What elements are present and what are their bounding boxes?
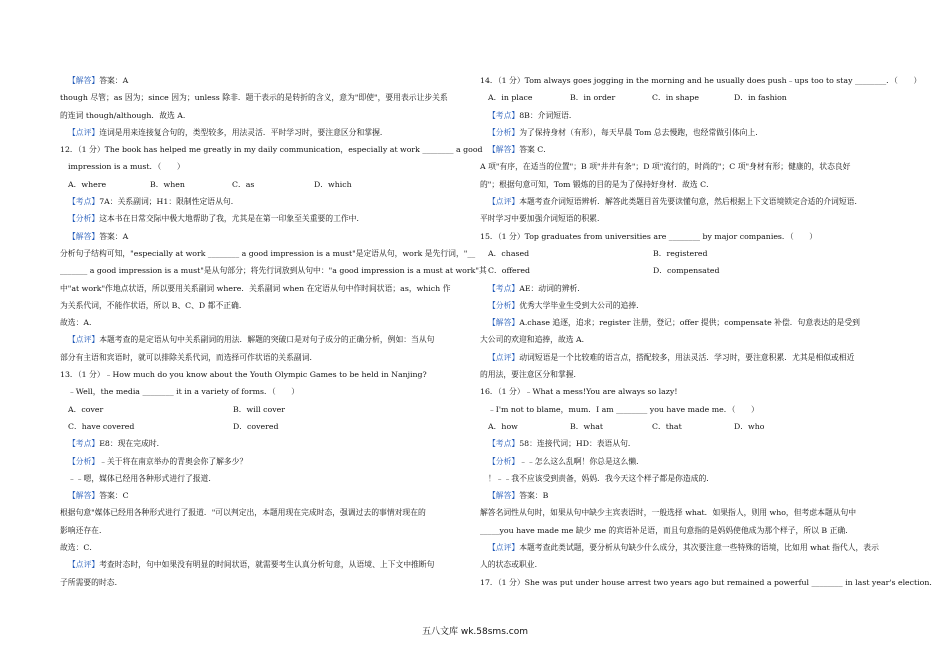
text-line xyxy=(60,470,465,487)
line-text: 15．（1 分）Top graduates from universities are ________ by major companies．（ ） xyxy=(480,231,818,241)
option-item: C．that xyxy=(652,421,682,431)
line-text: 连词是用来连接复合句的，类型较多，用法灵活．平时学习时，要注意区分和掌握． xyxy=(99,127,388,137)
line-text: ﹣﹣怎么这么乱啊！你总是这么懒． xyxy=(519,456,644,466)
line-text: 子所需要的时态． xyxy=(60,577,123,587)
line-text: 考查时态时，句中如果没有明显的时间状语，就需要考生认真分析句意，从语境、上下文中推断句 xyxy=(99,560,435,570)
text-line xyxy=(60,349,465,366)
line-text: 答案：A xyxy=(99,76,129,85)
option-item: A．how xyxy=(488,421,518,431)
text-line xyxy=(480,124,885,141)
section-tag: 【考点】 xyxy=(488,110,520,120)
option-item: D．covered xyxy=(233,421,279,431)
text-line xyxy=(60,574,465,591)
line-text: 12．（1 分）The book has helped me greatly in my daily communication，especially at work ________ a good xyxy=(60,145,483,155)
section-tag: 【考点】 xyxy=(488,283,520,293)
section-tag: 【点评】 xyxy=(68,127,100,137)
line-text: 17．（1 分）She was put under house arrest two years ago but remained a powerful ________ in last year's election． xyxy=(480,577,938,587)
text-line xyxy=(480,470,885,487)
option-item: A．in place xyxy=(488,93,533,103)
text-line xyxy=(60,314,465,331)
text-line xyxy=(60,107,465,124)
text-line xyxy=(60,141,483,158)
line-text: 答案：C xyxy=(99,491,129,501)
line-text: E8：现在完成时． xyxy=(99,439,165,449)
answer-options xyxy=(60,176,465,193)
text-line xyxy=(60,280,465,297)
line-text: _____you have made me 缺少 me 的宾语补足语，而且句意指的是妈妈使他成为那个样子，所以 B 正确． xyxy=(480,525,854,535)
line-text: 为关系代词，不能作状语，所以 B、C、D 都不正确． xyxy=(60,300,247,310)
line-text: AE：动词的辨析． xyxy=(519,283,586,293)
answer-options xyxy=(480,245,885,262)
text-line xyxy=(480,210,885,227)
text-line xyxy=(60,245,476,262)
option-item: D．which xyxy=(314,179,352,189)
option-item: D．in fashion xyxy=(734,93,787,103)
text-line xyxy=(480,176,885,193)
line-text: 为了保持身材（有形），每天早晨 Tom 总去慢跑，也经常做引体向上． xyxy=(519,127,764,137)
text-line xyxy=(480,383,885,400)
line-text: impression is a must．（ ） xyxy=(68,162,185,172)
answer-options xyxy=(60,401,465,418)
option-item: C．have covered xyxy=(68,421,135,431)
line-text: 答案：A xyxy=(99,231,129,241)
text-line xyxy=(60,453,465,470)
text-line xyxy=(60,504,465,521)
text-line xyxy=(60,228,465,245)
line-text: 动词短语是一个比较难的语言点，搭配较多，用法灵活．学习时，要注意积累．尤其是相似或相近 xyxy=(519,352,855,362)
line-text: 8B：介词短语． xyxy=(519,110,577,120)
text-line xyxy=(480,280,885,297)
text-line xyxy=(480,228,885,245)
line-text: 的用法，要注意区分和掌握． xyxy=(480,370,582,380)
line-text: 故选：C． xyxy=(60,543,98,553)
text-line xyxy=(480,556,885,573)
text-line xyxy=(60,487,465,504)
option-item: B．when xyxy=(150,179,185,189)
option-item: D．who xyxy=(734,421,765,431)
section-tag: 【分析】 xyxy=(488,127,520,137)
line-text: 部分有主语和宾语时，就可以排除关系代词，而选择可作状语的关系副词． xyxy=(60,352,318,362)
left-column xyxy=(60,72,487,591)
text-line xyxy=(60,556,465,573)
line-text: 中"at work"作地点状语，所以要用关系副词 where．关系副词 when 在定语从句中作时间状语；as，which 作 xyxy=(60,283,451,293)
option-item: B．registered xyxy=(653,248,708,258)
text-line xyxy=(480,435,885,452)
line-text: ﹣I'm not to blame，mum．I am ________ you have made me．（ ） xyxy=(488,404,759,414)
text-line xyxy=(480,107,885,124)
option-item: A．where xyxy=(68,179,107,189)
line-text: 16．（1 分）﹣What a mess!You are always so lazy! xyxy=(480,387,678,397)
text-line xyxy=(480,158,885,175)
section-tag: 【考点】 xyxy=(68,439,100,449)
option-item: C．offered xyxy=(488,266,530,276)
answer-options xyxy=(480,418,885,435)
answer-options xyxy=(480,262,885,279)
text-line xyxy=(480,453,885,470)
line-text: 的"；根据句意可知，Tom 锻炼的目的是为了保持好身材．故选 C． xyxy=(480,179,714,189)
section-tag: 【分析】 xyxy=(68,214,100,224)
text-line xyxy=(60,262,487,279)
line-text: 58：连接代词；HD：表语从句． xyxy=(519,439,636,449)
text-line xyxy=(60,331,465,348)
text-line xyxy=(480,522,885,539)
line-text: 13．（1 分）﹣How much do you know about the Youth Olympic Games to be held in Nanjing? xyxy=(60,370,427,380)
line-text: though 尽管；as 因为；since 因为；unless 除非．题干表示的是转折的含义，意为"即使"，要用表示让步关系 xyxy=(60,93,448,103)
section-tag: 【分析】 xyxy=(488,456,520,466)
text-line xyxy=(480,366,885,383)
text-line xyxy=(60,297,465,314)
text-line xyxy=(480,349,885,366)
text-line xyxy=(480,193,885,210)
text-line xyxy=(60,522,465,539)
line-text: ﹣﹣嗯，媒体已经用各种形式进行了报道． xyxy=(68,473,217,483)
section-tag: 【点评】 xyxy=(488,197,520,207)
page-footer: 五八文库 wk.58sms.com xyxy=(422,627,528,637)
text-line xyxy=(480,331,885,348)
line-text: 人的状态或职业． xyxy=(480,560,543,570)
line-text: 平时学习中要加强介词短语的积累． xyxy=(480,214,605,224)
text-line xyxy=(60,383,465,400)
line-text: 的连词 though/although．故选 A． xyxy=(60,110,191,120)
line-text: 分析句子结构可知，"especially at work ________ a good impression is a must"是定语从句，work 是先行词，"__ xyxy=(60,248,476,258)
option-item: C．in shape xyxy=(652,93,700,103)
section-tag: 【解答】 xyxy=(68,76,100,85)
line-text: 根据句意"媒体已经用各种形式进行了报道．"可以判定出，本题用现在完成时态，强调过去的事情对现在的 xyxy=(60,508,426,518)
line-text: 7A：关系副词；H1：限制性定语从句． xyxy=(99,197,239,207)
option-item: D．compensated xyxy=(653,266,720,276)
option-item: B．what xyxy=(570,421,604,431)
section-tag: 【点评】 xyxy=(68,560,100,570)
line-text: 14．（1 分）Tom always goes jogging in the morning and he usually does push﹣ups too to stay ________．（ ） xyxy=(480,76,922,85)
line-text: 故选：A． xyxy=(60,318,97,328)
text-line xyxy=(60,210,465,227)
text-line xyxy=(480,487,885,504)
text-line xyxy=(480,504,885,521)
section-tag: 【分析】 xyxy=(68,456,100,466)
section-tag: 【考点】 xyxy=(68,197,100,207)
text-line xyxy=(480,72,922,89)
section-tag: 【解答】 xyxy=(68,231,100,241)
option-item: A．chased xyxy=(488,248,530,258)
line-text: A.chase 追逐，追求；register 注册，登记；offer 提供；compensate 补偿．句意表达的是受到 xyxy=(519,318,860,328)
option-item: C．as xyxy=(232,179,255,189)
option-item: B．in order xyxy=(570,93,616,103)
text-line xyxy=(60,72,465,89)
line-text: 答案：B xyxy=(519,491,549,501)
line-text: ﹣Well，the media ________ it in a variety of forms．（ ） xyxy=(68,387,300,397)
line-text: 本题考查介词短语辨析．解答此类题目首先要读懂句意，然后根据上下文语境锁定合适的介词短语． xyxy=(519,197,863,207)
text-line xyxy=(60,539,465,556)
option-item: A．cover xyxy=(68,404,104,414)
text-line xyxy=(60,193,465,210)
section-tag: 【点评】 xyxy=(488,543,520,553)
line-text: 答案 C． xyxy=(519,145,552,155)
answer-options xyxy=(480,89,885,106)
text-line xyxy=(480,297,885,314)
line-text: ﹣关于将在南京举办的青奥会你了解多少？ xyxy=(99,456,248,466)
line-text: 优秀大学毕业生受到大公司的追捧． xyxy=(519,300,644,310)
text-line xyxy=(60,158,465,175)
section-tag: 【解答】 xyxy=(488,318,520,328)
section-tag: 【解答】 xyxy=(488,491,520,501)
line-text: ！﹣﹣我不应该受到责备，妈妈．我今天这个样子都是你造成的． xyxy=(488,473,715,483)
text-line xyxy=(480,314,885,331)
line-text: _______ a good impression is a must"是从句部分；将先行词放到从句中："a good impression is a must at work"其 xyxy=(60,266,487,276)
line-text: 这本书在日常交际中极大地帮助了我，尤其是在第一印象至关重要的工作中． xyxy=(99,214,365,224)
section-tag: 【解答】 xyxy=(488,145,520,155)
line-text: 大公司的欢迎和追捧，故选 A． xyxy=(480,335,590,345)
text-line xyxy=(480,401,885,418)
line-text: 影响还存在． xyxy=(60,525,107,535)
right-column xyxy=(480,72,938,591)
answer-options xyxy=(60,418,465,435)
line-text: 解答名词性从句时，如果从句中缺少主宾表语时，一般选择 what．如果指人，则用 who，但考虑本题从句中 xyxy=(480,508,857,518)
text-line xyxy=(60,124,465,141)
text-line xyxy=(60,435,465,452)
section-tag: 【点评】 xyxy=(488,352,520,362)
text-line xyxy=(480,141,885,158)
text-line xyxy=(480,574,938,591)
line-text: 本题考查此类试题，要分析从句缺少什么成分，其次要注意一些特殊的语境，比如用 what 指代人，表示 xyxy=(519,543,879,553)
option-item: B．will cover xyxy=(233,404,285,414)
text-line xyxy=(60,89,465,106)
text-line xyxy=(480,539,885,556)
section-tag: 【分析】 xyxy=(488,300,520,310)
line-text: A 项"有序，在适当的位置"；B 项"井井有条"；D 项"流行的，时尚的"；C 项"身材有形；健康的，状态良好 xyxy=(480,162,851,172)
section-tag: 【解答】 xyxy=(68,491,100,501)
section-tag: 【点评】 xyxy=(68,335,100,345)
line-text: 本题考查的是定语从句中关系副词的用法．解题的突破口是对句子成分的正确分析，例如：当从句 xyxy=(99,335,435,345)
section-tag: 【考点】 xyxy=(488,439,520,449)
text-line xyxy=(60,366,465,383)
